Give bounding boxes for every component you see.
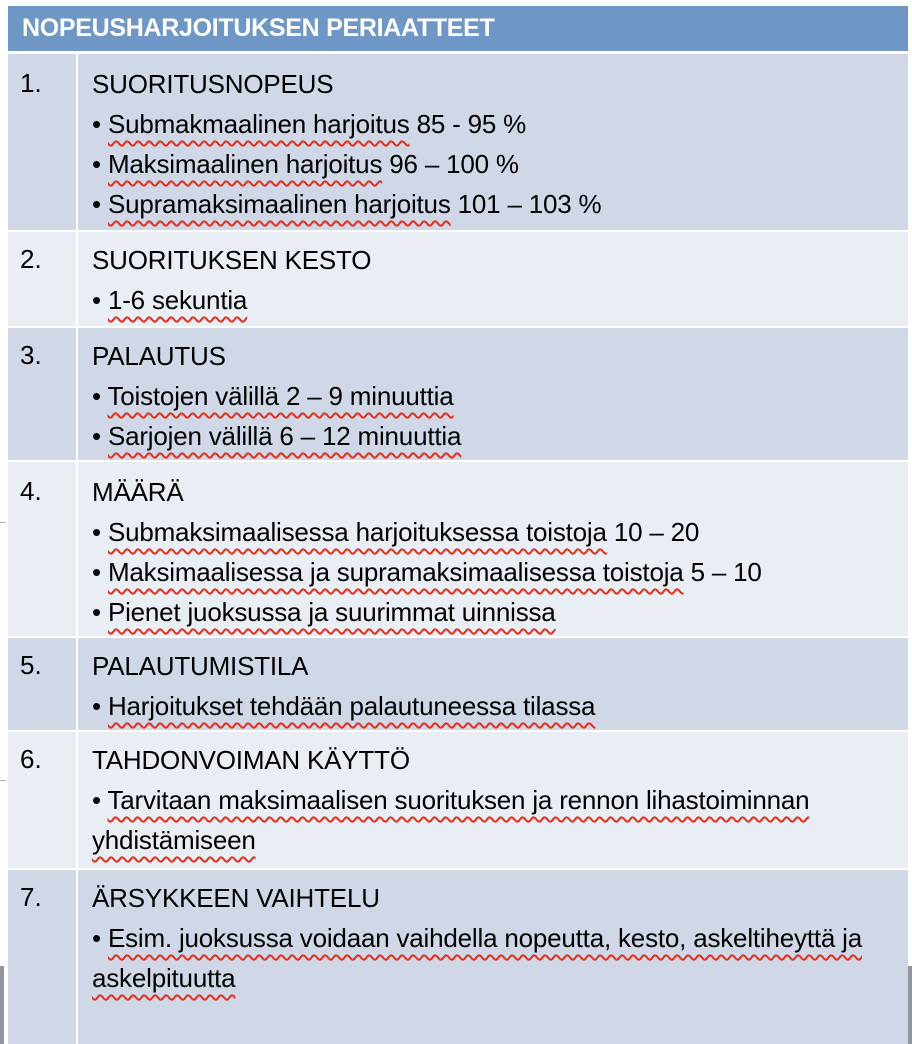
row-number: 2. [20,244,42,274]
bullet-text: 1-6 sekuntia [107,285,248,315]
row-heading: PALAUTUS [92,341,226,371]
bullet-text: Toistojen välillä 2 – 9 minuuttia [107,381,454,411]
list-item: • Esim. juoksussa voidaan vaihdella nopeutta, kesto, askeltiheyttä ja askelpituutta [92,923,862,993]
row-heading: SUORITUKSEN KESTO [92,245,372,275]
list-item: • Sarjojen välillä 6 – 12 minuuttia [92,421,462,451]
list-item: • Supramaksimaalinen harjoitus 101 – 103 % [92,189,602,219]
bullet-value: 10 – 20 [613,517,700,547]
list-item: • 1-6 sekuntia [92,285,248,315]
column-divider [76,870,78,1044]
column-divider [76,232,78,326]
row-content [92,646,900,726]
list-item: • Maksimaalisessa ja supramaksimaalisessa toistoja 5 – 10 [92,557,762,587]
list-item: • Submaksimaalisessa harjoituksessa toistoja 10 – 20 [92,517,700,547]
list-item: • Toistojen välillä 2 – 9 minuuttia [92,381,454,411]
row-heading: TAHDONVOIMAN KÄYTTÖ [92,745,410,775]
table-row [8,870,908,1044]
table-row [8,732,908,870]
bullet-value: 85 - 95 % [416,109,527,139]
bullet-text: Maksimaalinen harjoitus [107,149,383,179]
row-heading: SUORITUSNOPEUS [92,69,334,99]
slide-edge-tick [0,780,6,781]
table-title: NOPEUSHARJOITUKSEN PERIAATTEET [22,14,495,42]
bullet-text: Supramaksimaalinen harjoitus [107,189,451,219]
table-header [8,6,908,54]
table-row [8,232,908,328]
column-divider [76,732,78,868]
bullet-value: 96 – 100 % [389,149,519,179]
row-heading: MÄÄRÄ [92,477,184,507]
list-item: • Tarvitaan maksimaalisen suorituksen ja rennon lihastoiminnan yhdistämiseen [92,785,810,855]
list-item: • Harjoitukset tehdään palautuneessa tilassa [92,691,596,721]
row-content [92,472,900,632]
column-divider [76,638,78,730]
bullet-text: Sarjojen välillä 6 – 12 minuuttia [107,421,462,451]
row-number: 7. [20,882,42,912]
row-content [92,336,900,456]
row-content [92,740,900,860]
bullet-text: Harjoitukset tehdään palautuneessa tilassa [107,691,596,721]
row-number: 5. [20,650,42,680]
row-number: 3. [20,340,42,370]
bullet-text: Esim. juoksussa voidaan vaihdella nopeutta, kesto, askeltiheyttä ja askelpituutta [92,923,862,993]
table-row [8,462,908,638]
row-content [92,64,900,224]
slide-edge-right [908,966,912,1044]
table-row [8,638,908,732]
list-item: • Pienet juoksussa ja suurimmat uinnissa [92,597,556,627]
row-content [92,878,900,998]
bullet-text: Submakmaalinen harjoitus [107,109,410,139]
list-item: • Submakmaalinen harjoitus 85 - 95 % [92,109,527,139]
slide-edge-tick [0,522,6,523]
column-divider [76,328,78,460]
column-divider [76,462,78,636]
list-item: • Maksimaalinen harjoitus 96 – 100 % [92,149,519,179]
row-heading: ÄRSYKKEEN VAIHTELU [92,883,380,913]
bullet-text: Pienet juoksussa ja suurimmat uinnissa [107,597,556,627]
bullet-value: 5 – 10 [690,557,762,587]
slide-edge-left [0,966,4,1044]
bullet-text: Submaksimaalisessa harjoituksessa toistoja [107,517,607,547]
bullet-text: Tarvitaan maksimaalisen suorituksen ja rennon lihastoiminnan yhdistämiseen [92,785,810,855]
row-number: 1. [20,68,42,98]
table-row [8,54,908,232]
row-heading: PALAUTUMISTILA [92,651,309,681]
row-number: 4. [20,476,42,506]
row-content [92,240,900,320]
row-number: 6. [20,744,42,774]
table-row [8,328,908,462]
bullet-value: 101 – 103 % [457,189,602,219]
bullet-text: Maksimaalisessa ja supramaksimaalisessa toistoja [107,557,684,587]
column-divider [76,54,78,230]
